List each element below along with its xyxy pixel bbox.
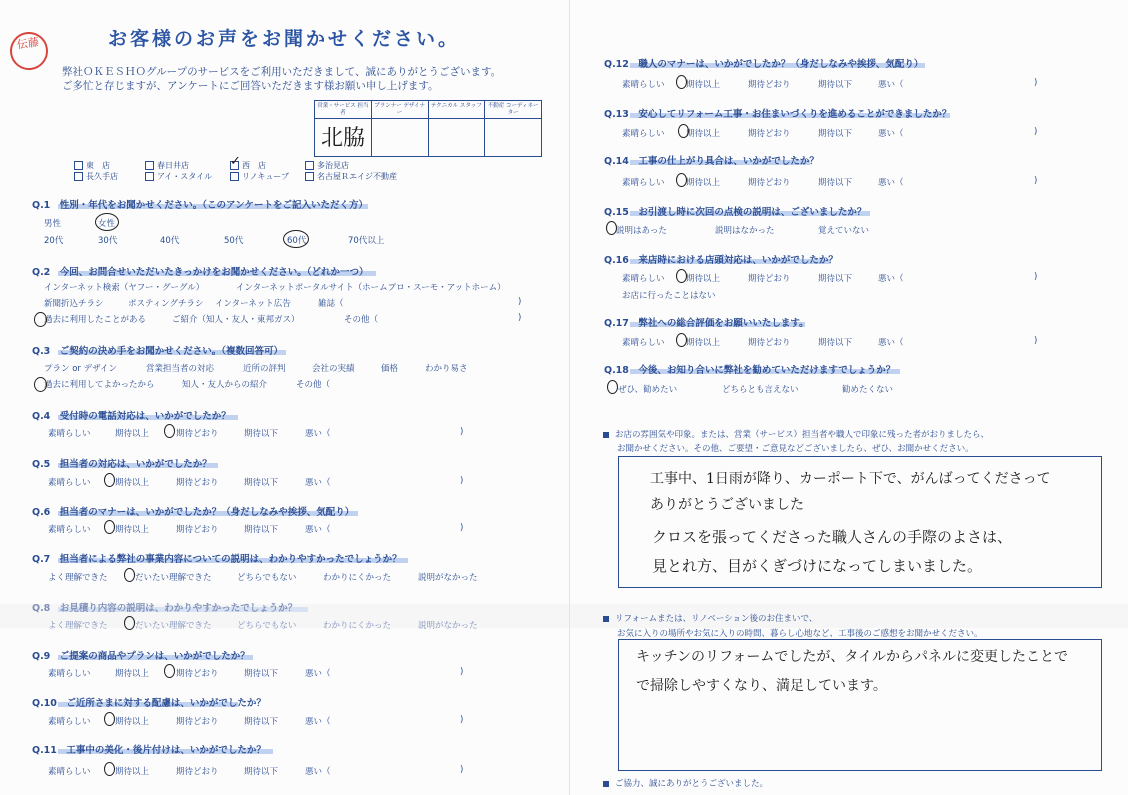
page-divider: [569, 0, 570, 795]
option-close: ): [460, 765, 464, 775]
option[interactable]: 期待どおり: [748, 80, 791, 90]
footer-text: ご協力、誠にありがとうございました。: [615, 779, 769, 789]
option[interactable]: 期待以下: [244, 478, 279, 488]
staff-col-technical: [429, 101, 486, 156]
option[interactable]: だいたい理解できた: [135, 573, 212, 583]
question-18: Q.18 今後、お知り合いに弊社を勧めていただけますでしょうか？: [604, 365, 896, 376]
question-3: Q.3 ご契約の決め手をお聞かせください。（複数回答可）: [32, 346, 284, 357]
option[interactable]: 期待どおり: [748, 178, 791, 188]
answer-circle: [95, 213, 119, 231]
option[interactable]: 期待どおり: [748, 129, 791, 139]
question-12: Q.12 職人のマナーは、いかがでしたか？（身だしなみや挨拶、気配り）: [604, 59, 924, 70]
option-close: ): [1034, 336, 1038, 346]
option[interactable]: インターネットポータルサイト（ホームプロ・スーモ・アットホーム）: [236, 283, 506, 293]
option-close: ): [1034, 78, 1038, 88]
store-label: 東 店: [86, 161, 110, 170]
option[interactable]: 期待以下: [818, 178, 853, 188]
store-label: 長久手店: [86, 172, 118, 181]
option[interactable]: 期待以下: [244, 525, 279, 535]
checkbox-icon: [145, 161, 154, 170]
option[interactable]: 悪い（: [305, 429, 331, 439]
option[interactable]: だいたい理解できた: [135, 621, 212, 631]
checkbox-icon: [305, 172, 314, 181]
option[interactable]: 素晴らしい: [622, 338, 665, 348]
staff-col-sales: [315, 101, 372, 156]
option[interactable]: 期待以上: [115, 767, 150, 777]
option[interactable]: 期待以上: [686, 80, 721, 90]
option[interactable]: 素晴らしい: [48, 767, 91, 777]
answer-circle: [676, 173, 687, 187]
staff-header: 営業・サービス 担当者: [315, 101, 371, 119]
question-8: Q.8 お見積り内容の説明は、わかりやすかったでしょうか？: [32, 603, 298, 614]
check-mark-icon: ✓: [230, 154, 241, 169]
option[interactable]: 期待以上: [686, 338, 721, 348]
option[interactable]: 期待以下: [818, 338, 853, 348]
option[interactable]: 素晴らしい: [622, 80, 665, 90]
question-14: Q.14 工事の仕上がり具合は、いかがでしたか？: [604, 156, 819, 167]
comment-1-prompt-line-2: お聞かせください。その他、ご要望・ご意見などございましたら、ぜひ、お聞かせください。: [617, 444, 974, 454]
staff-col-planner: [372, 101, 429, 156]
store-option[interactable]: [230, 171, 289, 182]
checkbox-icon: [74, 161, 83, 170]
option[interactable]: 説明はあった: [616, 226, 667, 236]
answer-circle: [124, 568, 135, 582]
question-6: Q.6 担当者のマナーは、いかがでしたか？（身だしなみや挨拶、気配り）: [32, 507, 355, 518]
question-2: Q.2 今回、お問合せいただいたきっかけをお聞かせください。（どれか一つ）: [32, 267, 369, 278]
store-label: リノキューブ: [242, 172, 289, 181]
comment-1-line-2: ありがとうございました: [650, 497, 804, 513]
option[interactable]: 期待以上: [115, 478, 150, 488]
option[interactable]: インターネット広告: [215, 299, 291, 309]
answer-circle: [676, 75, 687, 89]
option[interactable]: 過去に利用したことがある: [44, 315, 147, 325]
store-label: 名古屋Ｒエイジ不動産: [317, 172, 397, 181]
option[interactable]: 期待どおり: [748, 274, 791, 284]
option[interactable]: 悪い（: [305, 669, 331, 679]
option[interactable]: 素晴らしい: [48, 525, 91, 535]
checkbox-icon: [305, 161, 314, 170]
answer-circle: [676, 269, 687, 283]
option[interactable]: 男性: [44, 219, 62, 229]
option[interactable]: 期待以下: [818, 129, 853, 139]
answer-circle: [678, 124, 689, 138]
prompt-text: リフォームまたは、リノベーション後のお住まいで、: [615, 614, 818, 624]
answer-circle: [164, 664, 175, 678]
option[interactable]: 期待どおり: [176, 669, 219, 679]
option[interactable]: ポスティングチラシ: [128, 299, 204, 309]
option[interactable]: わかり易さ: [425, 364, 468, 374]
option[interactable]: 40代: [160, 236, 180, 246]
comment-2-line-1: キッチンのリフォームでしたが、タイルからパネルに変更したことで: [636, 649, 1069, 665]
option[interactable]: 素晴らしい: [48, 429, 91, 439]
option[interactable]: 素晴らしい: [622, 274, 665, 284]
staff-header: テクニカル スタッフ: [429, 101, 485, 119]
option-close: ): [460, 667, 464, 677]
comment-2-line-2: で掃除しやすくなり、満足しています。: [636, 678, 887, 694]
checkbox-icon: [230, 172, 239, 181]
option[interactable]: 素晴らしい: [48, 717, 91, 727]
question-15: Q.15 お引渡し時に次回の点検の説明は、ございましたか？: [604, 207, 867, 218]
answer-circle: [104, 712, 115, 726]
option[interactable]: 悪い（: [305, 478, 331, 488]
prompt-text: お店の雰囲気や印象。または、営業（サービス）担当者や職人で印象に残った者がおりましたら、: [615, 430, 990, 440]
option[interactable]: よく理解できた: [48, 621, 108, 631]
option[interactable]: 60代: [287, 236, 307, 246]
option[interactable]: 期待以上: [686, 129, 721, 139]
answer-circle: [124, 616, 135, 630]
comment-1-line-1: 工事中、1日雨が降り、カーポート下で、がんばってくださって: [650, 471, 1051, 487]
answer-circle: [607, 380, 618, 394]
option[interactable]: 価格: [381, 364, 399, 374]
intro-line-2: ご多忙と存じますが、アンケートにご回答いただきます様お願い申し上げます。: [62, 80, 439, 92]
option[interactable]: 期待どおり: [176, 525, 219, 535]
option[interactable]: 期待以上: [115, 717, 150, 727]
answer-circle: [34, 312, 47, 327]
answer-circle: [104, 520, 115, 534]
option[interactable]: 期待以下: [818, 80, 853, 90]
option-close: ): [518, 297, 522, 307]
comment-1-line-4: 見とれ方、目がくぎづけになってしまいました。: [652, 557, 983, 575]
question-11: Q.11 工事中の美化・後片付けは、いかがでしたか？: [32, 745, 266, 756]
option[interactable]: 30代: [98, 236, 118, 246]
staff-header: プランナー デザイナー: [372, 101, 428, 119]
answer-circle: [283, 230, 309, 248]
question-13: Q.13 安心してリフォーム工事・お住まいづくりを進めることができましたか？: [604, 109, 952, 120]
question-16: Q.16 来店時における店頭対応は、いかがでしたか？: [604, 255, 838, 266]
store-label: アイ・スタイル: [157, 172, 213, 181]
option[interactable]: 期待どおり: [176, 717, 219, 727]
answer-circle: [34, 377, 47, 392]
option-close: ): [1034, 176, 1038, 186]
option[interactable]: 覚えていない: [818, 226, 870, 236]
answer-circle: [104, 473, 115, 487]
store-option[interactable]: [305, 171, 397, 182]
option[interactable]: 期待以下: [244, 429, 279, 439]
option[interactable]: ぜひ、勧めたい: [618, 385, 678, 395]
question-10: Q.10 ご近所さまに対する配慮は、いかがでしたか？: [32, 698, 266, 709]
store-label: 西 店: [242, 161, 266, 170]
option[interactable]: 期待以上: [686, 274, 721, 284]
comment-1-prompt-line-1: [603, 428, 989, 440]
question-9: Q.9 ご提案の商品やプランは、いかがでしたか？: [32, 651, 250, 662]
page-title: お客様のお声をお聞かせください。: [108, 28, 461, 50]
option[interactable]: 営業担当者の対応: [146, 364, 215, 374]
answer-circle: [104, 762, 115, 776]
store-option[interactable]: [74, 171, 118, 182]
option[interactable]: 悪い（: [305, 767, 331, 777]
store-option[interactable]: [74, 160, 110, 171]
option[interactable]: 過去に利用してよかったから: [44, 380, 155, 390]
option[interactable]: 期待以下: [244, 717, 279, 727]
intro-line-1: 弊社ＯＫＥＳＨＯグループのサービスをご利用いただきまして、誠にありがとうございます。: [62, 66, 502, 78]
option[interactable]: インターネット検索（ヤフー・グーグル）: [44, 283, 205, 293]
option[interactable]: 説明はなかった: [715, 226, 775, 236]
option[interactable]: 悪い（: [878, 129, 904, 139]
checkbox-icon: [74, 172, 83, 181]
option[interactable]: 新聞折込チラシ: [44, 299, 104, 309]
option[interactable]: その他（: [296, 380, 331, 390]
square-bullet-icon: [603, 616, 609, 622]
seal-text: 伝藤: [16, 35, 40, 52]
option[interactable]: プラン or デザイン: [44, 364, 118, 374]
question-7: Q.7 担当者による弊社の事業内容についての説明は、わかりやすかったでしょうか？: [32, 554, 402, 565]
question-4: Q.4 受付時の電話対応は、いかがでしたか？: [32, 411, 231, 422]
option[interactable]: 期待どおり: [176, 429, 219, 439]
option[interactable]: お店に行ったことはない: [622, 291, 716, 301]
staff-table: [314, 100, 542, 157]
answer-circle: [676, 333, 687, 347]
option[interactable]: 期待以上: [115, 525, 150, 535]
store-label: 春日井店: [157, 161, 189, 170]
option[interactable]: 悪い（: [878, 274, 904, 284]
option[interactable]: 悪い（: [305, 717, 331, 727]
staff-col-realestate: [485, 101, 541, 156]
store-option[interactable]: [145, 171, 212, 182]
option[interactable]: 説明がなかった: [418, 573, 478, 583]
option[interactable]: その他（: [344, 315, 379, 325]
square-bullet-icon: [603, 432, 609, 438]
option-close: ): [460, 476, 464, 486]
option[interactable]: 素晴らしい: [622, 178, 665, 188]
option[interactable]: 期待以上: [686, 178, 721, 188]
square-bullet-icon: [603, 781, 609, 787]
option[interactable]: 期待以下: [818, 274, 853, 284]
option[interactable]: わかりにくかった: [323, 573, 392, 583]
option[interactable]: 会社の実績: [312, 364, 355, 374]
option-close: ): [460, 427, 464, 437]
option[interactable]: 悪い（: [878, 178, 904, 188]
option[interactable]: 期待以下: [244, 669, 279, 679]
option[interactable]: 雑誌（: [318, 299, 344, 309]
option[interactable]: 素晴らしい: [622, 129, 665, 139]
option[interactable]: よく理解できた: [48, 573, 108, 583]
option-close: ): [460, 523, 464, 533]
option-close: ): [1034, 127, 1038, 137]
question-17: Q.17 弊社への総合評価をお願いいたします。: [604, 318, 809, 329]
option[interactable]: どちらとも言えない: [722, 385, 799, 395]
answer-circle: [606, 221, 617, 235]
option[interactable]: 悪い（: [878, 80, 904, 90]
option[interactable]: 20代: [44, 236, 64, 246]
option[interactable]: どちらでもない: [237, 621, 297, 631]
option[interactable]: どちらでもない: [237, 573, 297, 583]
option[interactable]: 期待以上: [115, 429, 150, 439]
checkbox-icon: [145, 172, 154, 181]
option[interactable]: 素晴らしい: [48, 478, 91, 488]
option[interactable]: 説明がなかった: [418, 621, 478, 631]
footer-thanks: [603, 777, 768, 789]
option[interactable]: 知人・友人からの紹介: [182, 380, 268, 390]
question-5: Q.5 担当者の対応は、いかがでしたか？: [32, 459, 212, 470]
signature-seal: [8, 30, 51, 73]
option-close: ): [460, 715, 464, 725]
store-label: 多治見店: [317, 161, 349, 170]
staff-header: 不動産 コーディネーター: [485, 101, 541, 119]
staff-signature[interactable]: 北脇: [321, 126, 366, 151]
option[interactable]: 期待以下: [244, 767, 279, 777]
question-1: Q.1 性別・年代をお聞かせください。（このアンケートをご記入いただく方）: [32, 200, 368, 211]
option[interactable]: 悪い（: [878, 338, 904, 348]
option[interactable]: 50代: [224, 236, 244, 246]
option-close: ): [1034, 272, 1038, 282]
option[interactable]: 素晴らしい: [48, 669, 91, 679]
option[interactable]: 期待以上: [115, 669, 150, 679]
option[interactable]: 女性: [98, 219, 116, 229]
store-option[interactable]: [305, 160, 349, 171]
option[interactable]: 70代以上: [348, 236, 385, 246]
comment-1-line-3: クロスを張ってくださった職人さんの手際のよさは、: [652, 528, 1013, 546]
option[interactable]: 期待どおり: [176, 478, 219, 488]
option[interactable]: 期待どおり: [748, 338, 791, 348]
store-option[interactable]: [145, 160, 189, 171]
comment-2-prompt-line-1: [603, 612, 817, 624]
option[interactable]: ご紹介（知人・友人・東邦ガス）: [172, 315, 300, 325]
answer-circle: [164, 424, 175, 438]
option[interactable]: 悪い（: [305, 525, 331, 535]
option-close: ): [518, 313, 522, 323]
option[interactable]: 期待どおり: [176, 767, 219, 777]
option[interactable]: 近所の評判: [243, 364, 286, 374]
comment-2-prompt-line-2: お気に入りの場所やお気に入りの時間、暮らし心地など、工事後のご感想をお聞かせください。: [617, 629, 983, 639]
option[interactable]: 勧めたくない: [842, 385, 894, 395]
option[interactable]: わかりにくかった: [323, 621, 392, 631]
